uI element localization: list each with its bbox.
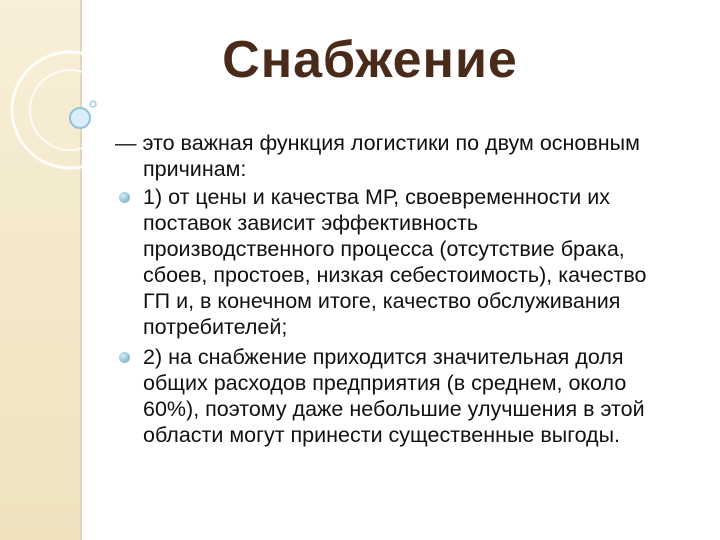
bullet-icon <box>119 352 130 363</box>
bullet-item <box>115 184 675 340</box>
bullet-text: 1) от цены и качества МР, своевременности их поставок зависит эффективность производственного процесса (отсутствие брака, сбоев, простоев, низкая себестоимость), качество ГП и, в конечном итоге, качество обслуживания потребителей; <box>143 185 647 339</box>
intro-text: — это важная функция логистики по двум основным причинам: <box>115 131 640 181</box>
slide-title: Снабжение <box>222 31 518 89</box>
bullet-text: 2) на снабжение приходится значительная доля общих расходов предприятия (в среднем, около 60%), поэтому даже небольшие улучшения в этой области могут принести существенные выгоды. <box>143 345 645 447</box>
slide-body <box>115 130 675 452</box>
decorative-side-strip <box>0 0 82 540</box>
bullet-item <box>115 344 675 448</box>
bullet-icon <box>119 192 130 203</box>
